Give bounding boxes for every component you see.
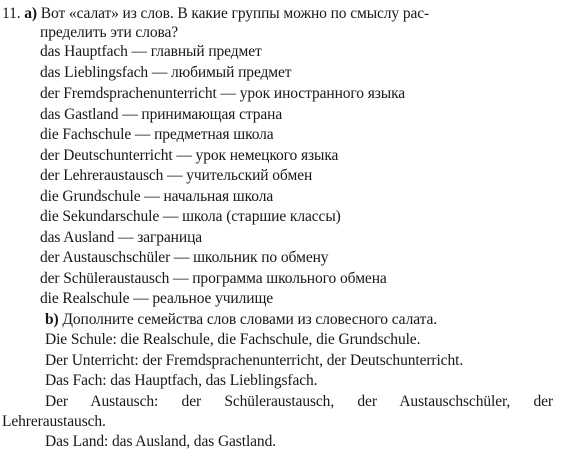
family-austausch-line1: Der Austausch: der Schüleraustausch, der Austauschschüler, der (45, 393, 553, 410)
vocab-item: das Hauptfach — главный предмет (40, 43, 262, 60)
part-a-marker: а) (24, 5, 37, 22)
vocab-item: der Lehreraustausch — учительский обмен (40, 167, 313, 184)
family-land: Das Land: das Ausland, das Gastland. (45, 433, 277, 450)
vocab-item: der Fremdsprachenunterricht — урок иностранного языка (40, 85, 406, 102)
family-unterricht: Der Unterricht: der Fremdsprachenunterricht, der Deutschunterricht. (45, 352, 464, 369)
vocab-item: die Grundschule — начальная школа (40, 188, 274, 205)
vocab-item: das Ausland — заграница (40, 229, 203, 246)
part-b-marker: b) (45, 311, 59, 328)
part-b-heading (45, 310, 437, 330)
part-a-instruction-line1: Вот «салат» из слов. В какие группы можно по смыслу рас- (40, 5, 430, 22)
family-schule: Die Schule: die Realschule, die Fachschule, die Grundschule. (45, 331, 421, 348)
vocab-item: der Deutschunterricht — урок немецкого языка (40, 147, 339, 164)
family-austausch-line2: Lehreraustausch. (2, 413, 106, 430)
exercise-heading (2, 4, 429, 24)
vocab-item: das Lieblingsfach — любимый предмет (40, 64, 292, 81)
vocab-item: die Realschule — реальное училище (40, 290, 274, 307)
vocab-item: das Gastland — принимающая страна (40, 106, 283, 123)
part-a-instruction-line2: пределить эти слова? (40, 24, 179, 41)
part-b-instruction: Дополните семейства слов словами из словесного салата. (62, 311, 438, 328)
vocab-item: die Sekundarschule — школа (старшие классы) (40, 208, 341, 225)
exercise-number: 11. (2, 5, 21, 22)
vocab-item: der Schüleraustausch — программа школьного обмена (40, 270, 387, 287)
family-fach: Das Fach: das Hauptfach, das Lieblingsfach. (45, 372, 318, 389)
vocab-item: der Austauschschüler — школьник по обмену (40, 249, 329, 266)
vocab-item: die Fachschule — предметная школа (40, 126, 274, 143)
